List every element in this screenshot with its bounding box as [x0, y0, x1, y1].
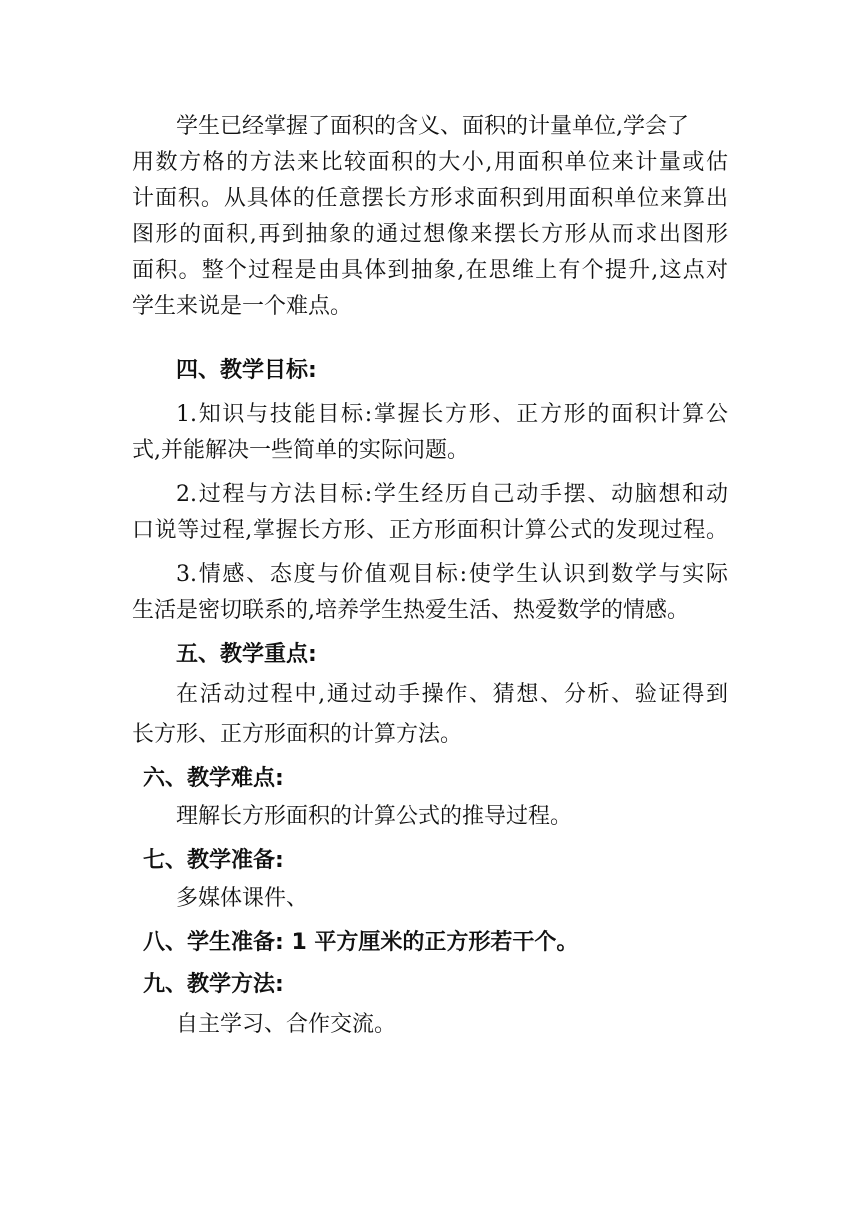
section7-heading: 七、教学准备:	[143, 848, 284, 873]
section4-item2-line1: 2.过程与方法目标:学生经历自己动手摆、动脑想和动	[176, 482, 728, 507]
section6-heading: 六、教学难点:	[143, 766, 284, 791]
para1-line-1: 学生已经掌握了面积的含义、面积的计量单位,学会了	[176, 114, 689, 139]
section5-line1: 在活动过程中,通过动手操作、猜想、分析、验证得到	[176, 682, 728, 707]
para1-line-5: 面积。整个过程是由具体到抽象,在思维上有个提升,这点对	[132, 258, 728, 283]
section4-heading: 四、教学目标:	[176, 358, 317, 383]
section6-text: 理解长方形面积的计算公式的推导过程。	[176, 804, 573, 829]
para1-line-4: 图形的面积,再到抽象的通过想像来摆长方形从而求出图形	[132, 222, 728, 247]
section9-text: 自主学习、合作交流。	[176, 1012, 397, 1037]
section5-heading: 五、教学重点:	[176, 642, 317, 667]
section4-item1-line1: 1.知识与技能目标:掌握长方形、正方形的面积计算公	[176, 402, 728, 427]
para1-line-2: 用数方格的方法来比较面积的大小,用面积单位来计量或估	[132, 150, 728, 175]
para1-line-6: 学生来说是一个难点。	[132, 294, 353, 319]
para1-line-3: 计面积。从具体的任意摆长方形求面积到用面积单位来算出	[132, 186, 728, 211]
section4-item3-line1: 3.情感、态度与价值观目标:使学生认识到数学与实际	[176, 562, 728, 587]
section9-heading: 九、教学方法:	[143, 972, 284, 997]
section8-heading: 八、学生准备: 1 平方厘米的正方形若干个。	[143, 930, 579, 955]
section4-item1-line2: 式,并能解决一些简单的实际问题。	[132, 438, 469, 463]
section4-item3-line2: 生活是密切联系的,培养学生热爱生活、热爱数学的情感。	[132, 598, 689, 623]
section7-text: 多媒体课件、	[176, 886, 309, 911]
section4-item2-line2: 口说等过程,掌握长方形、正方形面积计算公式的发现过程。	[132, 518, 728, 543]
section5-line2: 长方形、正方形面积的计算方法。	[132, 722, 463, 747]
